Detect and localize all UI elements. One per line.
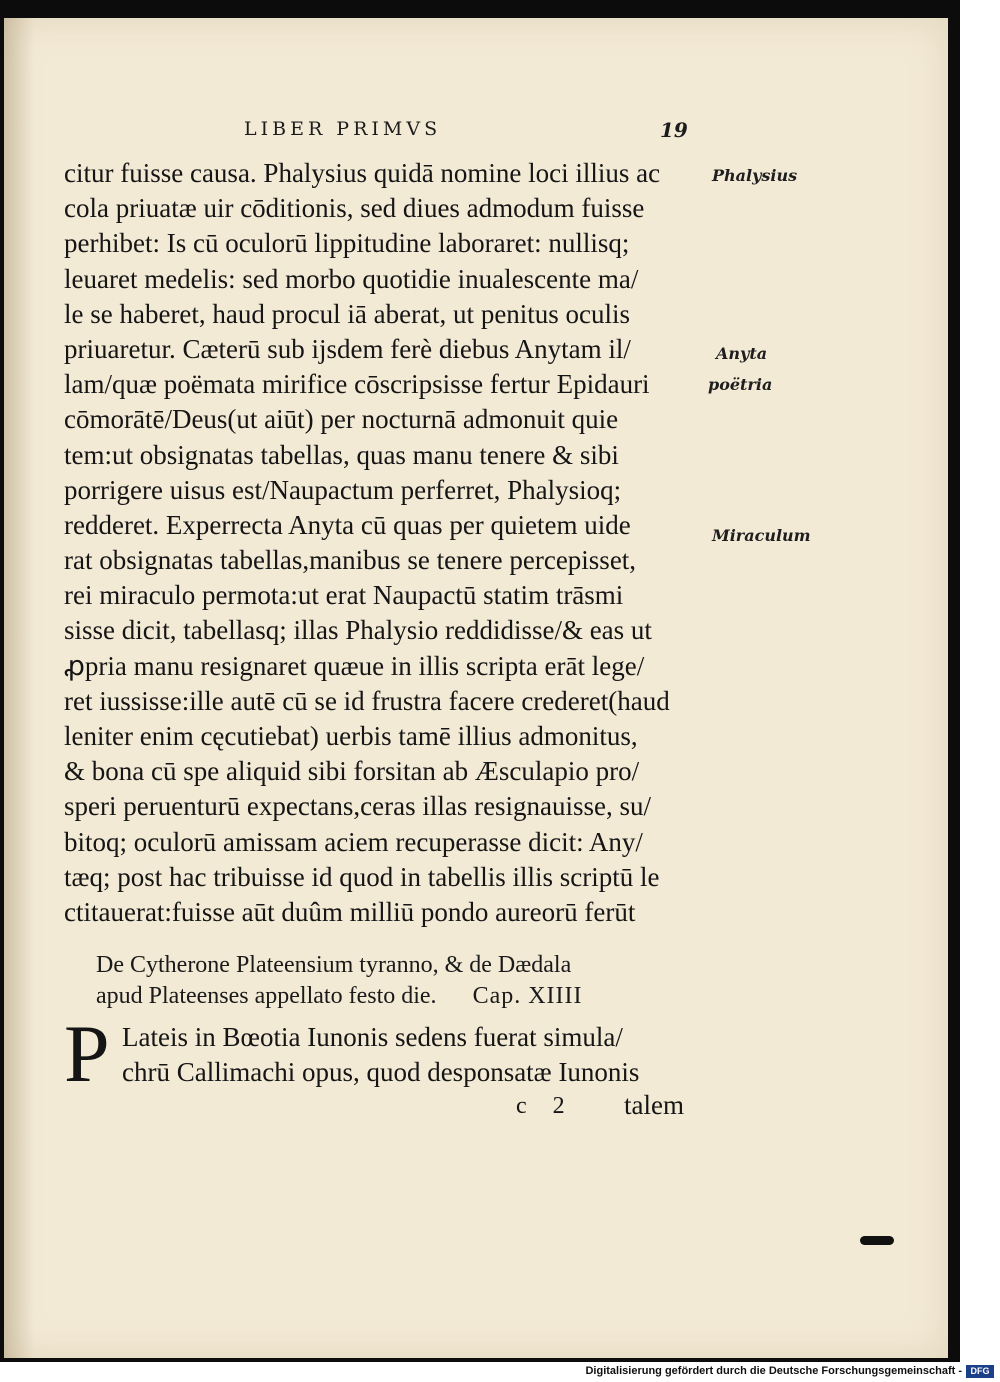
text-line: bitoq; oculorū amissam aciem recuperasse dicit: Any/ [64,826,643,857]
text-line: rat obsignatas tabellas,manibus se tenere percepisset, [64,545,637,576]
text-line: priuaretur. Cæterū sub ijsdem ferè diebus Anytam il/ [64,333,631,364]
chapter-heading [96,950,696,1012]
text-line: sisse dicit, tabellasq; illas Phalysio reddidisse/& eas ut [64,615,652,646]
page-number: 19 [660,118,688,142]
chapter-heading-line: De Cytherone Plateensium tyranno, & de Dædala [96,952,572,978]
text-line: leuaret medelis: sed morbo quotidie inualescente ma/ [64,263,639,294]
gutter-shadow [4,18,34,1358]
text-line: cola priuatæ uir cōditionis, sed diues admodum fuisse [64,193,645,224]
text-line: Lateis in Bœotia Iunonis sedens fuerat simula/ [122,1022,623,1052]
signature-mark: c 2 [516,1093,575,1119]
text-line: chrū Callimachi opus, quod desponsatæ Iunonis [122,1057,640,1087]
text-line: cōmorātē/Deus(ut aiūt) per nocturnā admonuit quie [64,404,619,435]
chapter-heading-line [96,981,696,1012]
text-line: tem:ut obsignatas tabellas, quas manu tenere & sibi [64,439,619,470]
text-line: & bona cū spe aliquid sibi forsitan ab Æsculapio pro/ [64,756,640,787]
marginal-note-poetria: poëtria [708,375,773,394]
text-line: le se haberet, haud procul iā aberat, ut penitus oculis [64,298,631,329]
text-line: tæq; post hac tribuisse id quod in tabellis illis scriptū le [64,861,660,892]
chapter-text [122,1020,702,1090]
text-line: perhibet: Is cū oculorū lippitudine laboraret: nullisq; [64,228,630,259]
text-line: rei miraculo permota:ut erat Naupactū statim trāsmi [64,580,624,611]
chapter-number: Cap. XIIII [472,983,583,1009]
text-line: lam/quæ poëmata mirifice cōscripsisse fertur Epidauri [64,369,650,400]
text-line: redderet. Experrecta Anyta cū quas per quietem uide [64,509,631,540]
dfg-logo: DFG [966,1365,994,1378]
marginal-note-miraculum: Miraculum [712,526,811,545]
running-head: LIBER PRIMVS [244,118,442,140]
marginal-note-phalysius: Phalysius [712,166,798,185]
text-line: ret iussisse:ille autē cū se id frustra facere crederet(haud [64,685,670,716]
funding-credit: Digitalisierung gefördert durch die Deutsche Forschungsgemeinschaft - [585,1365,962,1377]
text-line: ctitauerat:fuisse aūt duûm milliū pondo aureorū ferūt [64,896,636,927]
text-line: speri peruenturū expectans,ceras illas resignauisse, su/ [64,791,652,822]
catchword: talem [624,1090,684,1120]
drop-cap: P [64,1008,110,1099]
marginal-note-anyta: Anyta [716,344,768,363]
body-text [64,156,704,930]
book-page [4,18,948,1358]
footer-bar [0,1362,1000,1382]
ink-smudge [860,1236,894,1245]
text-line: leniter enim cęcutiebat) uerbis tamē illius admonitus, [64,721,638,751]
text-line: porrigere uisus est/Naupactum perferret, Phalysioq; [64,474,622,505]
chapter-heading-text: apud Plateenses appellato festo die. [96,983,437,1009]
text-line: ꝓpria manu resignaret quæue in illis scripta erāt lege/ [64,650,645,681]
text-line: citur fuisse causa. Phalysius quidā nomine loci illius ac [64,158,661,188]
